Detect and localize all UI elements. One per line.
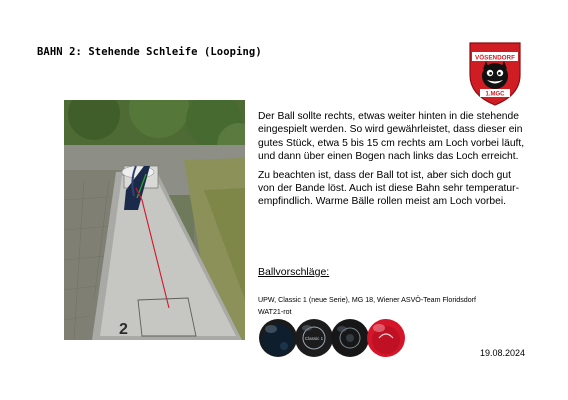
- ball-list-line-2: WAT21-rot: [258, 307, 292, 316]
- ball-list-line-1: UPW, Classic 1 (neue Serie), MG 18, Wiener ASVÖ-Team Floridsdorf: [258, 296, 477, 304]
- lane-photo: [64, 100, 245, 340]
- ball-suggestions-list: [258, 295, 523, 319]
- lane-number: 2: [119, 321, 128, 338]
- description-paragraph-2: Zu beachten ist, dass der Ball tot ist, aber sich doch gut von der Bande löst. Auch ist diese Bahn sehr temperatur-empfindlich. Warme Bälle rollen meist am Loch vorbei.: [258, 169, 520, 208]
- mg-18-ball: [330, 318, 370, 358]
- page-title: BAHN 2: Stehende Schleife (Looping): [37, 46, 262, 58]
- description-paragraph-1: Der Ball sollte rechts, etwas weiter hinten in die stehende eingespielt werden. So wird gewährleistet, dass dieser ein gutes Stück, etwa 5 bis 15 cm rechts am Loch vorbei läuft, und dann über einen Bogen nach links das Loch erreicht.: [258, 111, 525, 163]
- classic-1-ball: [294, 318, 334, 358]
- wat21-red-ball: [366, 318, 406, 358]
- logo-bottom-text: 1.MGC: [485, 91, 505, 98]
- club-logo: [466, 39, 524, 107]
- lane-description: [258, 110, 528, 214]
- ball-suggestions-heading: Ballvorschläge:: [258, 266, 330, 278]
- upw-ball: [258, 318, 298, 358]
- document-date: 19.08.2024: [480, 348, 526, 358]
- logo-top-text: VÖSENDORF: [475, 54, 515, 62]
- classic-1-ball-label: Classic 1: [304, 336, 324, 341]
